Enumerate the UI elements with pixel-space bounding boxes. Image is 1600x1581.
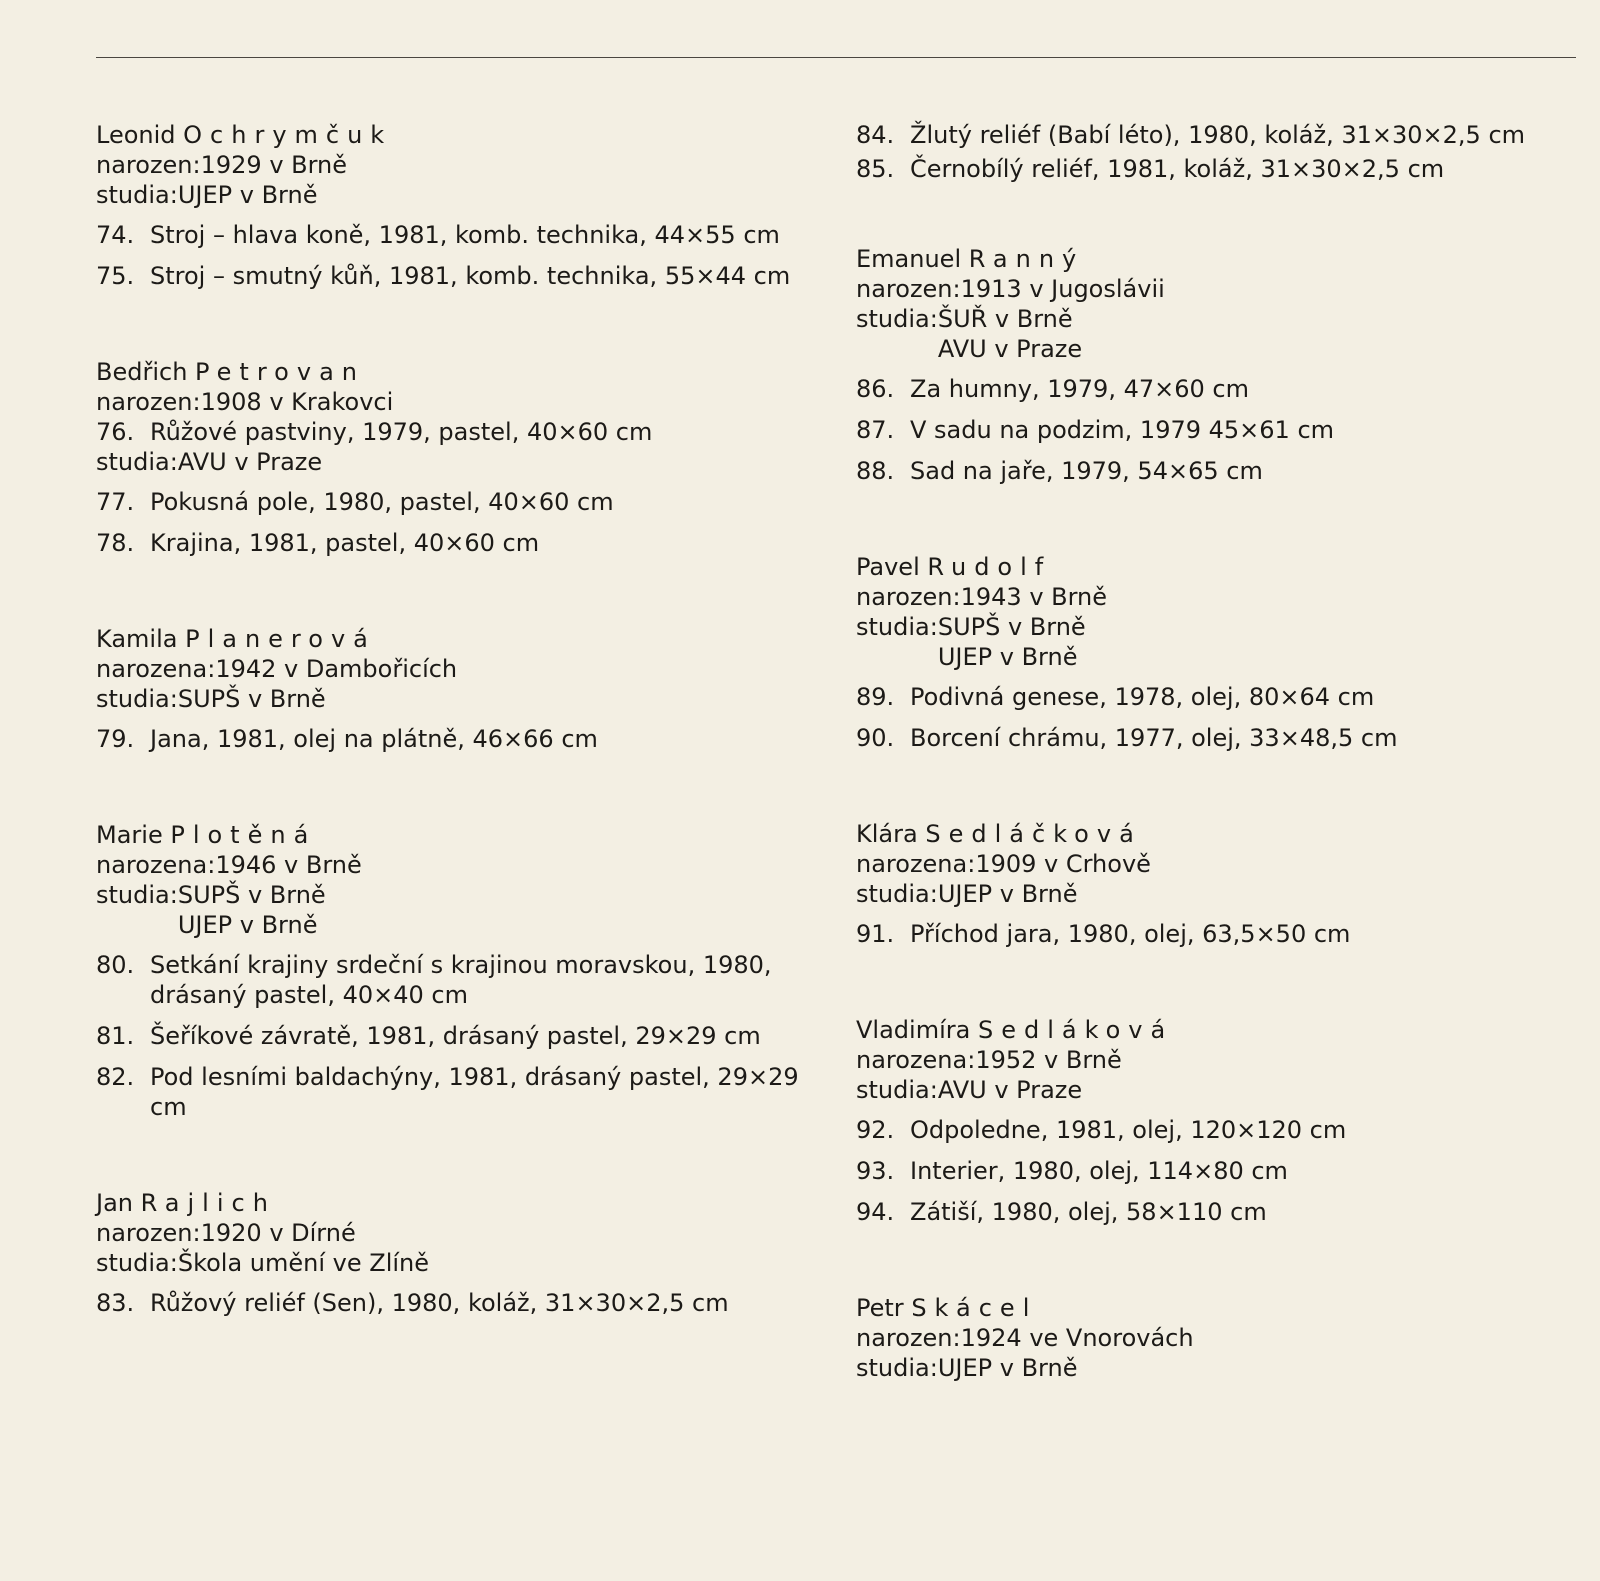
born-value: 1908 v Krakovci [200,388,394,416]
work-number: 86. [856,375,895,403]
work-entry [96,950,826,1010]
studies-values [938,879,1078,909]
studies-values [938,1353,1078,1383]
studies-line [856,304,1586,364]
artist-entry [856,552,1586,753]
artist-surname: Skácel [911,1294,1038,1322]
work-description: Pod lesními baldachýny, 1981, drásaný pastel, 29×29 cm [150,1063,799,1121]
born-value: 1920 v Dírné [200,1219,356,1247]
right-column [856,120,1586,1449]
work-entry [856,1115,1586,1145]
studies-line [856,612,1586,672]
born-line [96,387,826,417]
works-list [96,487,826,558]
artist-first-name: Petr [856,1294,904,1322]
studies-label: studia: [96,1249,178,1277]
artist-name [96,624,826,654]
work-description: Za humny, 1979, 47×60 cm [910,375,1249,403]
studies-school: AVU v Praze [937,1076,1083,1104]
work-description: Sad na jaře, 1979, 54×65 cm [910,457,1263,485]
artist-surname: Planerová [185,625,376,653]
studies-line [856,1075,1586,1105]
work-number: 77. [96,488,135,516]
work-entry [856,456,1586,486]
work-entry [96,1288,826,1318]
artist-name [856,244,1586,274]
born-line [856,274,1586,304]
work-number: 94. [856,1198,895,1226]
work-description: Pokusná pole, 1980, pastel, 40×60 cm [150,488,614,516]
studies-label: studia: [96,881,178,909]
born-value: 1929 v Brně [200,151,348,179]
artist-entry [96,357,826,558]
studies-school: UJEP v Brně [937,643,1078,671]
studies-school: AVU v Praze [177,448,323,476]
studies-school: SUPŠ v Brně [177,685,326,713]
artist-surname: Plotěná [170,821,317,849]
work-number: 90. [856,724,895,752]
artist-surname: Sedláčková [925,820,1142,848]
studies-school: SUPŠ v Brně [177,881,326,909]
artist-first-name: Pavel [856,553,920,581]
born-line [856,582,1586,612]
born-label: narozen: [856,1324,961,1352]
born-label: narozena: [96,655,216,683]
work-number: 89. [856,683,895,711]
studies-values [938,1075,1082,1105]
work-description: Žlutý reliéf (Babí léto), 1980, koláž, 31×30×2,5 cm [910,121,1526,149]
studies-values [938,612,1086,672]
born-label: narozen: [856,275,961,303]
work-description: Stroj – hlava koně, 1981, komb. technika, 44×55 cm [150,221,780,249]
work-number: 76. [96,418,135,446]
studies-label: studia: [856,1354,938,1382]
artist-name [96,820,826,850]
studies-label: studia: [856,305,938,333]
born-label: narozen: [856,583,961,611]
works-list [96,1288,826,1318]
artist-entry [856,1293,1586,1383]
work-number: 82. [96,1063,135,1091]
artist-entry [96,624,826,754]
artist-name [96,120,826,150]
work-number: 92. [856,1116,895,1144]
studies-values [178,1248,429,1278]
works-list [856,374,1586,486]
studies-school: Škola umění ve Zlíně [177,1249,430,1277]
continued-works [856,120,1586,184]
work-number: 91. [856,920,895,948]
studies-school: UJEP v Brně [177,181,318,209]
work-description: Setkání krajiny srdeční s krajinou moravskou, 1980, drásaný pastel, 40×40 cm [150,951,772,1009]
studies-label: studia: [856,880,938,908]
born-line [96,850,826,880]
artist-surname: Rajlich [140,1189,276,1217]
work-entry [96,417,826,447]
artist-first-name: Bedřich [96,358,188,386]
born-label: narozen: [96,388,201,416]
studies-line [96,447,826,477]
work-description: V sadu na podzim, 1979 45×61 cm [910,416,1335,444]
work-description: Krajina, 1981, pastel, 40×60 cm [150,529,540,557]
born-value: 1909 v Crhově [975,850,1151,878]
studies-line [96,1248,826,1278]
work-number: 80. [96,951,135,979]
work-description: Růžové pastviny, 1979, pastel, 40×60 cm [150,418,653,446]
work-number: 81. [96,1022,135,1050]
artist-name [856,1015,1586,1045]
born-line [96,150,826,180]
artist-surname: Ochrymčuk [183,121,393,149]
born-label: narozena: [856,1046,976,1074]
work-entry [96,1021,826,1051]
works-list [96,950,826,1122]
studies-line [96,180,826,210]
born-label: narozen: [96,1219,201,1247]
born-line [96,1218,826,1248]
work-description: Odpoledne, 1981, olej, 120×120 cm [910,1116,1347,1144]
studies-label: studia: [856,1076,938,1104]
studies-line [96,684,826,714]
work-number: 88. [856,457,895,485]
artist-first-name: Kamila [96,625,178,653]
studies-label: studia: [96,181,178,209]
work-entry [96,487,826,517]
studies-label: studia: [96,685,178,713]
work-entry [96,261,826,291]
studies-school: SUPŠ v Brně [937,613,1086,641]
work-entry [856,374,1586,404]
work-number: 87. [856,416,895,444]
works-list [96,220,826,291]
artist-surname: Ranný [968,245,1085,273]
work-description: Jana, 1981, olej na plátně, 46×66 cm [150,725,598,753]
work-description: Borcení chrámu, 1977, olej, 33×48,5 cm [910,724,1398,752]
work-entry [856,1156,1586,1186]
born-line [856,849,1586,879]
top-rule [96,57,1576,58]
artist-entry [96,120,826,291]
work-entry [856,120,1586,150]
artist-first-name: Vladimíra [856,1016,971,1044]
artist-name [856,1293,1586,1323]
studies-line [856,879,1586,909]
work-number: 83. [96,1289,135,1317]
born-line [96,654,826,684]
artist-first-name: Emanuel [856,245,962,273]
studies-label: studia: [96,448,178,476]
studies-school: UJEP v Brně [937,880,1078,908]
artist-first-name: Jan [96,1189,133,1217]
artist-surname: Rudolf [927,553,1052,581]
work-entry [96,220,826,250]
works-list [856,919,1586,949]
studies-values [178,180,318,210]
work-number: 84. [856,121,895,149]
artist-first-name: Klára [856,820,918,848]
studies-school: AVU v Praze [937,335,1083,363]
work-number: 79. [96,725,135,753]
work-description: Růžový reliéf (Sen), 1980, koláž, 31×30×2,5 cm [150,1289,729,1317]
artist-name [856,552,1586,582]
born-value: 1943 v Brně [960,583,1108,611]
work-number: 74. [96,221,135,249]
studies-school: UJEP v Brně [937,1354,1078,1382]
artist-entry [96,820,826,1122]
artist-first-name: Leonid [96,121,176,149]
work-number: 78. [96,529,135,557]
artist-name [96,1188,826,1218]
born-label: narozen: [96,151,201,179]
studies-label: studia: [856,613,938,641]
work-entry [856,682,1586,712]
born-value: 1913 v Jugoslávii [960,275,1165,303]
artist-entry [856,819,1586,949]
work-entry [856,919,1586,949]
artist-first-name: Marie [96,821,163,849]
born-value: 1946 v Brně [215,851,362,879]
work-entry [856,1197,1586,1227]
left-column [96,120,826,1384]
artist-name [856,819,1586,849]
studies-values [178,880,326,940]
work-description: Stroj – smutný kůň, 1981, komb. technika, 55×44 cm [150,262,791,290]
work-entry [96,1062,826,1122]
born-value: 1952 v Brně [975,1046,1122,1074]
born-line [856,1323,1586,1353]
born-value: 1942 v Dambořicích [215,655,458,683]
works-list [856,1115,1586,1227]
work-description: Zátiší, 1980, olej, 58×110 cm [910,1198,1267,1226]
work-entry [96,724,826,754]
studies-values [178,447,322,477]
born-label: narozena: [856,850,976,878]
work-number: 75. [96,262,135,290]
studies-values [938,304,1082,364]
work-description: Podivná genese, 1978, olej, 80×64 cm [910,683,1375,711]
works-list [856,682,1586,753]
work-description: Šeříkové závratě, 1981, drásaný pastel, 29×29 cm [150,1022,761,1050]
work-entry [856,723,1586,753]
born-value: 1924 ve Vnorovách [960,1324,1194,1352]
work-description: Černobílý reliéf, 1981, koláž, 31×30×2,5 cm [910,155,1445,183]
studies-school: ŠUŘ v Brně [937,305,1073,333]
studies-line [96,880,826,940]
artist-entry [856,244,1586,486]
studies-values [178,684,326,714]
work-number: 85. [856,155,895,183]
studies-line [856,1353,1586,1383]
artist-surname: Sedláková [977,1016,1174,1044]
artist-entry [856,1015,1586,1227]
born-line [856,1045,1586,1075]
artist-name [96,357,826,387]
studies-school: UJEP v Brně [177,911,318,939]
work-entry [856,415,1586,445]
work-description: Interier, 1980, olej, 114×80 cm [910,1157,1288,1185]
work-entry [856,154,1586,184]
artist-surname: Petrovan [195,358,365,386]
artist-entry [96,1188,826,1318]
work-entry [96,528,826,558]
works-list [96,724,826,754]
work-description: Příchod jara, 1980, olej, 63,5×50 cm [910,920,1351,948]
work-number: 93. [856,1157,895,1185]
born-label: narozena: [96,851,216,879]
